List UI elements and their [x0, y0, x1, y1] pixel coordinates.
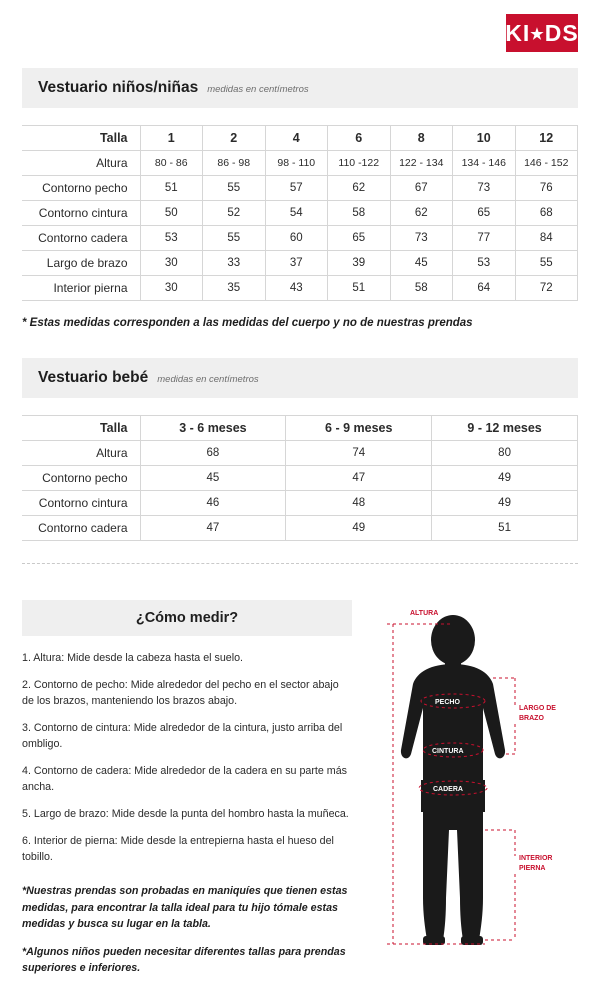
- table-cell: 30: [140, 251, 203, 276]
- logo-pre: KI: [505, 19, 531, 46]
- table-cell: 146 - 152: [515, 151, 578, 176]
- list-item: 2. Contorno de pecho: Mide alrededor del pecho en el sector abajo de los brazos, manteniendo los brazos abajo.: [22, 679, 339, 708]
- table-cell: 80: [432, 441, 578, 466]
- table-cell: 68: [140, 441, 286, 466]
- table-cell: 98 - 110: [265, 151, 328, 176]
- table-row: [22, 276, 578, 301]
- table-row: [22, 151, 578, 176]
- table-cell: 53: [453, 251, 516, 276]
- table-cell: 55: [203, 226, 266, 251]
- table-cell: 45: [390, 251, 453, 276]
- table-cell: 46: [140, 491, 286, 516]
- how-to-measure-list: [22, 650, 352, 865]
- column-header: 8: [390, 126, 453, 151]
- table-cell: 54: [265, 201, 328, 226]
- kids-section-header: [22, 68, 578, 108]
- table-cell: 76: [515, 176, 578, 201]
- label-cintura: CINTURA: [432, 748, 464, 755]
- table-cell: 51: [432, 516, 578, 541]
- how-to-measure-section: [22, 600, 352, 988]
- label-altura: ALTURA: [410, 610, 439, 617]
- brand-logo: [506, 14, 578, 52]
- table-cell: 67: [390, 176, 453, 201]
- table-cell: 37: [265, 251, 328, 276]
- row-label: Contorno cadera: [22, 516, 140, 541]
- table-row: [22, 226, 578, 251]
- table-cell: 86 - 98: [203, 151, 266, 176]
- child-silhouette-icon: [401, 615, 505, 945]
- table-cell: 64: [453, 276, 516, 301]
- table-cell: 80 - 86: [140, 151, 203, 176]
- column-header: 1: [140, 126, 203, 151]
- table-row: [22, 441, 578, 466]
- table-row: [22, 176, 578, 201]
- table-cell: 47: [140, 516, 286, 541]
- table-cell: 33: [203, 251, 266, 276]
- table-cell: 68: [515, 201, 578, 226]
- table-cell: 55: [515, 251, 578, 276]
- kids-size-table: [22, 125, 578, 301]
- table-cell: 49: [286, 516, 432, 541]
- table-cell: 51: [328, 276, 391, 301]
- row-label: Contorno cintura: [22, 491, 140, 516]
- table-cell: 45: [140, 466, 286, 491]
- table-cell: 35: [203, 276, 266, 301]
- table-header-row: [22, 126, 578, 151]
- kids-section-title: Vestuario niños/niñas: [38, 79, 199, 96]
- baby-section-subtitle: medidas en centímetros: [157, 374, 259, 385]
- table-cell: 73: [453, 176, 516, 201]
- row-label: Contorno cadera: [22, 226, 140, 251]
- label-largo-brazo-line2: BRAZO: [519, 715, 544, 722]
- label-interior-pierna-line2: PIERNA: [519, 865, 546, 872]
- column-header: 3 - 6 meses: [140, 416, 286, 441]
- table-cell: 110 -122: [328, 151, 391, 176]
- list-item: 3. Contorno de cintura: Mide alrededor de la cintura, justo arriba del ombligo.: [22, 722, 343, 751]
- table-row: [22, 251, 578, 276]
- table-cell: 43: [265, 276, 328, 301]
- measurement-figure: [375, 598, 580, 968]
- column-header: 12: [515, 126, 578, 151]
- column-header: 10: [453, 126, 516, 151]
- row-label: Contorno cintura: [22, 201, 140, 226]
- table-cell: 74: [286, 441, 432, 466]
- how-to-measure-footnotes: [22, 883, 352, 975]
- table-cell: 58: [328, 201, 391, 226]
- column-header: 6: [328, 126, 391, 151]
- row-label: Interior pierna: [22, 276, 140, 301]
- table-row: [22, 466, 578, 491]
- label-pecho: PECHO: [435, 699, 460, 706]
- list-item: 1. Altura: Mide desde la cabeza hasta el suelo.: [22, 652, 244, 664]
- table-cell: 58: [390, 276, 453, 301]
- how-to-measure-title: ¿Cómo medir?: [22, 600, 352, 636]
- table-cell: 73: [390, 226, 453, 251]
- table-cell: 48: [286, 491, 432, 516]
- label-cadera: CADERA: [433, 786, 463, 793]
- row-label: Contorno pecho: [22, 466, 140, 491]
- table-row: [22, 491, 578, 516]
- table-cell: 39: [328, 251, 391, 276]
- baby-section-header: [22, 358, 578, 398]
- list-item: 5. Largo de brazo: Mide desde la punta del hombro hasta la muñeca.: [22, 808, 349, 821]
- table-cell: 65: [453, 201, 516, 226]
- logo-post: DS: [544, 19, 579, 46]
- column-header: Talla: [22, 126, 140, 151]
- kids-table-note: * Estas medidas corresponden a las medidas del cuerpo y no de nuestras prendas: [22, 317, 473, 329]
- table-cell: 84: [515, 226, 578, 251]
- column-header: 4: [265, 126, 328, 151]
- table-row: [22, 201, 578, 226]
- column-header: 6 - 9 meses: [286, 416, 432, 441]
- row-label: Contorno pecho: [22, 176, 140, 201]
- section-divider: [22, 563, 578, 564]
- column-header: 2: [203, 126, 266, 151]
- table-header-row: [22, 416, 578, 441]
- table-cell: 62: [390, 201, 453, 226]
- table-row: [22, 516, 578, 541]
- column-header: Talla: [22, 416, 140, 441]
- list-item: 4. Contorno de cadera: Mide alrededor de la cadera en su parte más ancha.: [22, 765, 347, 794]
- table-cell: 55: [203, 176, 266, 201]
- baby-section-title: Vestuario bebé: [38, 369, 149, 386]
- table-cell: 50: [140, 201, 203, 226]
- table-cell: 51: [140, 176, 203, 201]
- column-header: 9 - 12 meses: [432, 416, 578, 441]
- table-cell: 72: [515, 276, 578, 301]
- interior-pierna-guide: [485, 830, 515, 940]
- table-cell: 57: [265, 176, 328, 201]
- brand-logo-text: [505, 20, 578, 47]
- table-cell: 30: [140, 276, 203, 301]
- table-cell: 60: [265, 226, 328, 251]
- label-largo-brazo-line1: LARGO DE: [519, 705, 556, 712]
- label-interior-pierna-line1: INTERIOR: [519, 855, 553, 862]
- table-cell: 53: [140, 226, 203, 251]
- table-cell: 52: [203, 201, 266, 226]
- footnote: *Algunos niños pueden necesitar diferentes tallas para prendas superiores e inferiores.: [22, 945, 346, 974]
- row-label: Largo de brazo: [22, 251, 140, 276]
- table-cell: 134 - 146: [453, 151, 516, 176]
- table-cell: 122 - 134: [390, 151, 453, 176]
- table-cell: 77: [453, 226, 516, 251]
- row-label: Altura: [22, 151, 140, 176]
- table-cell: 49: [432, 466, 578, 491]
- star-icon: ★: [530, 25, 545, 43]
- list-item: 6. Interior de pierna: Mide desde la entrepierna hasta el hueso del tobillo.: [22, 835, 334, 864]
- table-cell: 49: [432, 491, 578, 516]
- table-cell: 47: [286, 466, 432, 491]
- footnote: *Nuestras prendas son probadas en maniquíes que tienen estas medidas, para encontrar la talla ideal para tu hijo tómale estas medidas y busca su lugar en la tabla.: [22, 885, 348, 930]
- table-cell: 65: [328, 226, 391, 251]
- row-label: Altura: [22, 441, 140, 466]
- baby-size-table: [22, 415, 578, 541]
- table-cell: 62: [328, 176, 391, 201]
- kids-section-subtitle: medidas en centímetros: [207, 84, 309, 95]
